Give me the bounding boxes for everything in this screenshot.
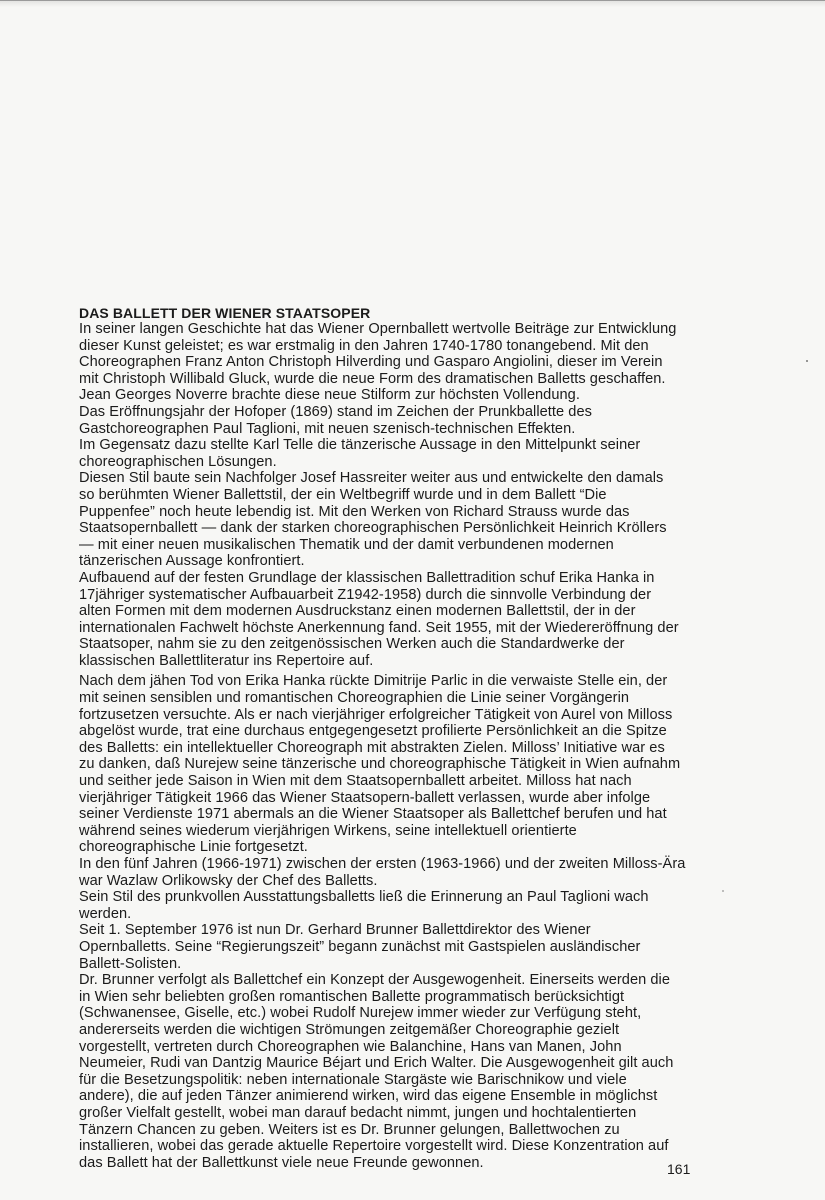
article-title: DAS BALLETT DER WIENER STAATSOPER: [79, 305, 371, 321]
text-line: Choreographen Franz Anton Christoph Hilverding und Gasparo Angiolini, dieser im Verein: [79, 354, 663, 371]
text-line: In den fünf Jahren (1966-1971) zwischen der ersten (1963-1966) und der zweiten Milloss-Ära: [79, 856, 686, 872]
text-line: und seither jede Saison in Wien mit dem Staatsopernballett arbeitet. Milloss hat nach: [79, 773, 632, 790]
article: [79, 305, 751, 1171]
text-line: vorgestellt, vertreten durch Choreographen wie Balanchine, Hans van Manen, John: [79, 1038, 622, 1055]
text-line: großer Vielfalt gestellt, wobei man darauf bedacht nimmt, jungen und hochtalentierten: [79, 1104, 637, 1121]
text-line: Opernballetts. Seine “Regierungszeit” begann zunächst mit Gastspielen ausländischer: [79, 938, 641, 955]
text-line: in Wien sehr beliebten großen romantischen Ballette programmatisch berücksichtigt: [79, 988, 625, 1005]
text-line: das Ballett hat der Ballettkunst viele neue Freunde gewonnen.: [79, 1154, 484, 1171]
text-line: klassischen Ballettliteratur ins Repertoire auf.: [79, 652, 374, 669]
text-line: für die Besetzungspolitik: neben internationale Stargäste wie Barischnikow und viele: [79, 1071, 627, 1088]
text-line: Neumeier, Rudi van Dantzig Maurice Béjart und Erich Walter. Die Ausgewogenheit gilt auch: [79, 1055, 674, 1072]
text-line: Sein Stil des prunkvollen Ausstattungsballetts ließ die Erinnerung an Paul Taglioni wach: [79, 889, 649, 906]
page-number: 161: [667, 1161, 691, 1177]
text-line: installieren, wobei das gerade aktuelle Repertoire vorgestellt wird. Diese Konzentration auf: [79, 1138, 669, 1155]
text-line: werden.: [79, 905, 132, 922]
article-body-part-2: [79, 673, 751, 1171]
page-edge: [0, 0, 825, 7]
text-line: — mit einer neuen musikalischen Thematik und der damit verbundenen modernen: [79, 536, 614, 553]
text-line: fortzusetzen versuchte. Als er nach vierjähriger erfolgreicher Tätigkeit von Aurel von Milloss: [79, 706, 673, 723]
text-line: andererseits werden die wichtigen Strömungen zeitgemäßer Choreographie gezielt: [79, 1021, 620, 1038]
text-line: Nach dem jähen Tod von Erika Hanka rückte Dimitrije Parlic in die verwaiste Stelle ein, der: [79, 673, 668, 690]
text-line: Puppenfee” noch heute lebendig ist. Mit den Werken von Richard Strauss wurde das: [79, 503, 630, 520]
text-line: (Schwanensee, Giselle, etc.) wobei Rudolf Nurejew immer wieder zur Verfügung steht,: [79, 1005, 642, 1022]
article-body-part-1: [79, 321, 751, 669]
text-line: 17jähriger systematischer Aufbauarbeit Z1942-1958) durch die sinnvolle Verbindung der: [79, 586, 652, 603]
paper-speck: [722, 890, 724, 892]
text-line: choreographische Linie fortgesetzt.: [79, 839, 308, 856]
text-line: während seines wiederum vierjährigen Wirkens, seine intellektuell orientierte: [79, 822, 577, 839]
text-line: abgelöst wurde, trat eine durchaus entgegengesetzt profilierte Persönlichkeit an die Spitze: [79, 723, 667, 740]
text-line: seiner Verdienste 1971 abermals an die Wiener Staatsoper als Ballettchef berufen und hat: [79, 806, 667, 823]
text-line: dieser Kunst geleistet; es war erstmalig in den Jahren 1740-1780 tonangebend. Mit den: [79, 337, 649, 354]
text-line: Tänzern Chancen zu geben. Weiters ist es Dr. Brunner gelungen, Ballettwochen zu: [79, 1121, 620, 1138]
paper-speck: [806, 360, 808, 362]
text-line: Ballett-Solisten.: [79, 955, 182, 972]
text-line: Das Eröffnungsjahr der Hofoper (1869) stand im Zeichen der Prunkballette des: [79, 403, 592, 420]
text-line: choreographischen Lösungen.: [79, 453, 277, 470]
text-line: mit seinen sensiblen und romantischen Choreographien die Linie seiner Vorgängerin: [79, 690, 630, 707]
text-line: war Wazlaw Orlikowsky der Chef des Balletts.: [79, 872, 378, 889]
text-line: tänzerischen Aussage konfrontiert.: [79, 553, 305, 570]
text-line: Staatsoper, nahm sie zu den zeitgenössischen Werken auch die Standardwerke der: [79, 636, 625, 653]
text-line: vierjähriger Tätigkeit 1966 das Wiener Staatsopern-ballett verlassen, wurde aber infolge: [79, 789, 651, 806]
text-line: des Balletts: ein intellektueller Choreograph mit abstrakten Zielen. Milloss’ Initiative war es: [79, 739, 665, 756]
text-line: andere), die auf jeden Tänzer animierend wirken, wird das eigene Ensemble in möglichst: [79, 1088, 658, 1105]
text-line: so berühmten Wiener Ballettstil, der ein Weltbegriff wurde und in dem Ballett “Die: [79, 486, 607, 503]
text-line: Seit 1. September 1976 ist nun Dr. Gerhard Brunner Ballettdirektor des Wiener: [79, 922, 591, 939]
text-line: Gastchoreographen Paul Taglioni, mit neuen szenisch-technischen Effekten.: [79, 420, 576, 437]
text-line: internationalen Fachwelt höchste Anerkennung fand. Seit 1955, mit der Wiedereröffnung der: [79, 619, 679, 636]
text-line: zu danken, daß Nurejew seine tänzerische und choreographische Tätigkeit in Wien aufnahm: [79, 756, 681, 773]
text-line: mit Christoph Willibald Gluck, wurde die neue Form des dramatischen Balletts geschaffen.: [79, 370, 666, 387]
text-line: alten Formen mit dem modernen Ausdruckstanz einen modernen Ballettstil, der in der: [79, 603, 636, 620]
text-line: Dr. Brunner verfolgt als Ballettchef ein Konzept der Ausgewogenheit. Einerseits werden die: [79, 972, 671, 989]
text-line: Im Gegensatz dazu stellte Karl Telle die tänzerische Aussage in den Mittelpunkt seiner: [79, 437, 641, 454]
text-line: Staatsopernballett — dank der starken choreographischen Persönlichkeit Heinrich Kröllers: [79, 520, 667, 537]
text-line: Jean Georges Noverre brachte diese neue Stilform zur höchsten Vollendung.: [79, 387, 580, 404]
text-line: Diesen Stil baute sein Nachfolger Josef Hassreiter weiter aus und entwickelte den damals: [79, 470, 664, 487]
text-line: Aufbauend auf der festen Grundlage der klassischen Ballettradition schuf Erika Hanka in: [79, 569, 655, 586]
text-line: In seiner langen Geschichte hat das Wiener Opernballett wertvolle Beiträge zur Entwicklung: [79, 321, 677, 337]
